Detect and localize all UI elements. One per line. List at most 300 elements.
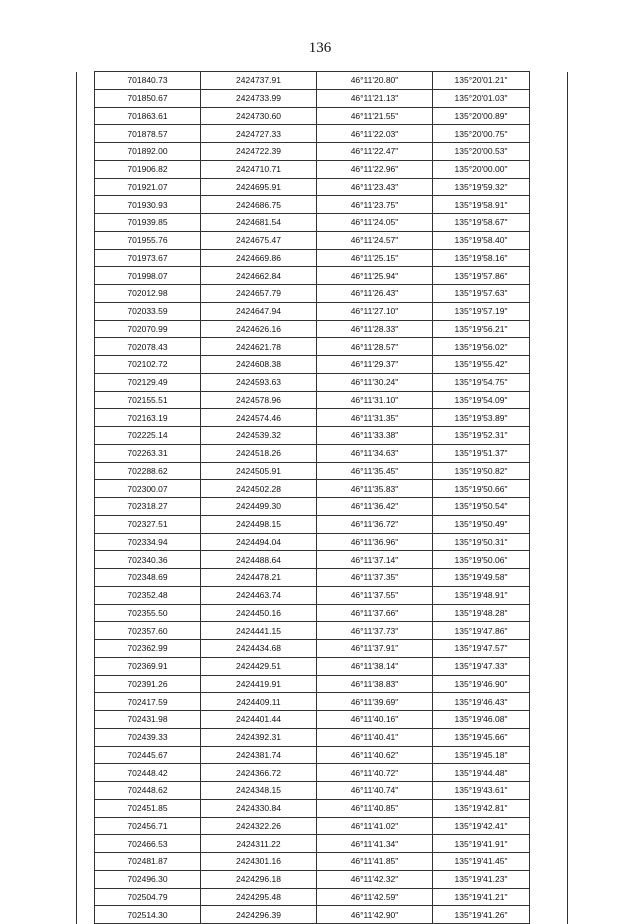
notes-cell xyxy=(530,728,568,746)
longitude-cell: 135°19'41.26" xyxy=(433,906,530,924)
notes-cell xyxy=(530,711,568,729)
table-row xyxy=(77,693,568,711)
longitude-cell: 135°20'01.03" xyxy=(433,89,530,107)
x-coordinate-cell: 702033.59 xyxy=(95,302,201,320)
notes-cell xyxy=(530,462,568,480)
y-coordinate-cell: 2424626.16 xyxy=(201,320,317,338)
longitude-cell: 135°19'54.75" xyxy=(433,373,530,391)
x-coordinate-cell: 702391.26 xyxy=(95,675,201,693)
table-row xyxy=(77,622,568,640)
row-index-cell xyxy=(77,231,95,249)
x-coordinate-cell: 702129.49 xyxy=(95,373,201,391)
table-row xyxy=(77,231,568,249)
longitude-cell: 135°19'46.43" xyxy=(433,693,530,711)
x-coordinate-cell: 702078.43 xyxy=(95,338,201,356)
table-row xyxy=(77,391,568,409)
notes-cell xyxy=(530,498,568,516)
notes-cell xyxy=(530,320,568,338)
table-row xyxy=(77,214,568,232)
longitude-cell: 135°19'42.41" xyxy=(433,817,530,835)
x-coordinate-cell: 702448.62 xyxy=(95,782,201,800)
x-coordinate-cell: 702070.99 xyxy=(95,320,201,338)
table-row xyxy=(77,107,568,125)
latitude-cell: 46°11'36.96" xyxy=(317,533,433,551)
longitude-cell: 135°19'50.66" xyxy=(433,480,530,498)
row-index-cell xyxy=(77,214,95,232)
y-coordinate-cell: 2424621.78 xyxy=(201,338,317,356)
notes-cell xyxy=(530,125,568,143)
coordinates-table xyxy=(76,71,568,924)
row-index-cell xyxy=(77,604,95,622)
x-coordinate-cell: 701840.73 xyxy=(95,72,201,90)
y-coordinate-cell: 2424539.32 xyxy=(201,427,317,445)
y-coordinate-cell: 2424301.16 xyxy=(201,853,317,871)
table-row xyxy=(77,906,568,924)
longitude-cell: 135°19'53.89" xyxy=(433,409,530,427)
notes-cell xyxy=(530,746,568,764)
longitude-cell: 135°19'46.90" xyxy=(433,675,530,693)
y-coordinate-cell: 2424695.91 xyxy=(201,178,317,196)
table-row xyxy=(77,515,568,533)
row-index-cell xyxy=(77,249,95,267)
latitude-cell: 46°11'42.90" xyxy=(317,906,433,924)
table-row xyxy=(77,604,568,622)
notes-cell xyxy=(530,799,568,817)
latitude-cell: 46°11'35.45" xyxy=(317,462,433,480)
latitude-cell: 46°11'36.42" xyxy=(317,498,433,516)
latitude-cell: 46°11'42.32" xyxy=(317,870,433,888)
table-row xyxy=(77,285,568,303)
row-index-cell xyxy=(77,338,95,356)
latitude-cell: 46°11'37.66" xyxy=(317,604,433,622)
latitude-cell: 46°11'40.85" xyxy=(317,799,433,817)
x-coordinate-cell: 702327.51 xyxy=(95,515,201,533)
longitude-cell: 135°19'52.31" xyxy=(433,427,530,445)
x-coordinate-cell: 701850.67 xyxy=(95,89,201,107)
x-coordinate-cell: 702288.62 xyxy=(95,462,201,480)
latitude-cell: 46°11'39.69" xyxy=(317,693,433,711)
y-coordinate-cell: 2424669.86 xyxy=(201,249,317,267)
longitude-cell: 135°19'58.91" xyxy=(433,196,530,214)
latitude-cell: 46°11'37.73" xyxy=(317,622,433,640)
row-index-cell xyxy=(77,640,95,658)
y-coordinate-cell: 2424429.51 xyxy=(201,657,317,675)
x-coordinate-cell: 702456.71 xyxy=(95,817,201,835)
longitude-cell: 135°19'56.02" xyxy=(433,338,530,356)
longitude-cell: 135°19'47.33" xyxy=(433,657,530,675)
x-coordinate-cell: 702481.87 xyxy=(95,853,201,871)
notes-cell xyxy=(530,888,568,906)
notes-cell xyxy=(530,657,568,675)
y-coordinate-cell: 2424657.79 xyxy=(201,285,317,303)
row-index-cell xyxy=(77,480,95,498)
y-coordinate-cell: 2424686.75 xyxy=(201,196,317,214)
y-coordinate-cell: 2424494.04 xyxy=(201,533,317,551)
row-index-cell xyxy=(77,533,95,551)
latitude-cell: 46°11'38.14" xyxy=(317,657,433,675)
longitude-cell: 135°19'48.91" xyxy=(433,586,530,604)
x-coordinate-cell: 702362.99 xyxy=(95,640,201,658)
latitude-cell: 46°11'29.37" xyxy=(317,356,433,374)
y-coordinate-cell: 2424311.22 xyxy=(201,835,317,853)
x-coordinate-cell: 702352.48 xyxy=(95,586,201,604)
row-index-cell xyxy=(77,391,95,409)
latitude-cell: 46°11'22.47" xyxy=(317,143,433,161)
notes-cell xyxy=(530,196,568,214)
latitude-cell: 46°11'22.03" xyxy=(317,125,433,143)
notes-cell xyxy=(530,285,568,303)
row-index-cell xyxy=(77,498,95,516)
row-index-cell xyxy=(77,746,95,764)
notes-cell xyxy=(530,143,568,161)
latitude-cell: 46°11'37.35" xyxy=(317,569,433,587)
row-index-cell xyxy=(77,160,95,178)
notes-cell xyxy=(530,515,568,533)
latitude-cell: 46°11'40.72" xyxy=(317,764,433,782)
x-coordinate-cell: 702504.79 xyxy=(95,888,201,906)
y-coordinate-cell: 2424608.38 xyxy=(201,356,317,374)
notes-cell xyxy=(530,853,568,871)
row-index-cell xyxy=(77,373,95,391)
notes-cell xyxy=(530,178,568,196)
x-coordinate-cell: 702357.60 xyxy=(95,622,201,640)
notes-cell xyxy=(530,569,568,587)
table-row xyxy=(77,853,568,871)
row-index-cell xyxy=(77,675,95,693)
row-index-cell xyxy=(77,888,95,906)
latitude-cell: 46°11'26.43" xyxy=(317,285,433,303)
y-coordinate-cell: 2424518.26 xyxy=(201,444,317,462)
longitude-cell: 135°20'00.00" xyxy=(433,160,530,178)
longitude-cell: 135°19'41.91" xyxy=(433,835,530,853)
latitude-cell: 46°11'37.55" xyxy=(317,586,433,604)
y-coordinate-cell: 2424710.71 xyxy=(201,160,317,178)
row-index-cell xyxy=(77,622,95,640)
row-index-cell xyxy=(77,89,95,107)
row-index-cell xyxy=(77,196,95,214)
notes-cell xyxy=(530,373,568,391)
table-row xyxy=(77,125,568,143)
y-coordinate-cell: 2424295.48 xyxy=(201,888,317,906)
table-row xyxy=(77,427,568,445)
x-coordinate-cell: 701892.00 xyxy=(95,143,201,161)
x-coordinate-cell: 701939.85 xyxy=(95,214,201,232)
y-coordinate-cell: 2424499.30 xyxy=(201,498,317,516)
longitude-cell: 135°19'43.61" xyxy=(433,782,530,800)
y-coordinate-cell: 2424727.33 xyxy=(201,125,317,143)
row-index-cell xyxy=(77,586,95,604)
latitude-cell: 46°11'22.96" xyxy=(317,160,433,178)
notes-cell xyxy=(530,249,568,267)
latitude-cell: 46°11'27.10" xyxy=(317,302,433,320)
table-row xyxy=(77,143,568,161)
y-coordinate-cell: 2424498.15 xyxy=(201,515,317,533)
y-coordinate-cell: 2424730.60 xyxy=(201,107,317,125)
longitude-cell: 135°19'41.23" xyxy=(433,870,530,888)
x-coordinate-cell: 702451.85 xyxy=(95,799,201,817)
table-row xyxy=(77,320,568,338)
latitude-cell: 46°11'24.57" xyxy=(317,231,433,249)
y-coordinate-cell: 2424434.68 xyxy=(201,640,317,658)
notes-cell xyxy=(530,551,568,569)
latitude-cell: 46°11'24.05" xyxy=(317,214,433,232)
latitude-cell: 46°11'40.41" xyxy=(317,728,433,746)
notes-cell xyxy=(530,231,568,249)
y-coordinate-cell: 2424419.91 xyxy=(201,675,317,693)
x-coordinate-cell: 702348.69 xyxy=(95,569,201,587)
notes-cell xyxy=(530,640,568,658)
row-index-cell xyxy=(77,853,95,871)
notes-cell xyxy=(530,533,568,551)
y-coordinate-cell: 2424450.16 xyxy=(201,604,317,622)
table-row xyxy=(77,728,568,746)
latitude-cell: 46°11'33.38" xyxy=(317,427,433,445)
table-row xyxy=(77,817,568,835)
longitude-cell: 135°19'50.06" xyxy=(433,551,530,569)
row-index-cell xyxy=(77,320,95,338)
notes-cell xyxy=(530,107,568,125)
notes-cell xyxy=(530,693,568,711)
table-row xyxy=(77,160,568,178)
latitude-cell: 46°11'23.43" xyxy=(317,178,433,196)
x-coordinate-cell: 702163.19 xyxy=(95,409,201,427)
longitude-cell: 135°19'57.86" xyxy=(433,267,530,285)
row-index-cell xyxy=(77,728,95,746)
table-row xyxy=(77,89,568,107)
table-row xyxy=(77,480,568,498)
x-coordinate-cell: 702263.31 xyxy=(95,444,201,462)
notes-cell xyxy=(530,214,568,232)
x-coordinate-cell: 702102.72 xyxy=(95,356,201,374)
y-coordinate-cell: 2424348.15 xyxy=(201,782,317,800)
latitude-cell: 46°11'31.35" xyxy=(317,409,433,427)
longitude-cell: 135°19'58.67" xyxy=(433,214,530,232)
longitude-cell: 135°19'50.82" xyxy=(433,462,530,480)
latitude-cell: 46°11'21.55" xyxy=(317,107,433,125)
y-coordinate-cell: 2424574.46 xyxy=(201,409,317,427)
y-coordinate-cell: 2424662.84 xyxy=(201,267,317,285)
latitude-cell: 46°11'38.83" xyxy=(317,675,433,693)
x-coordinate-cell: 702466.53 xyxy=(95,835,201,853)
latitude-cell: 46°11'25.94" xyxy=(317,267,433,285)
row-index-cell xyxy=(77,302,95,320)
table-row xyxy=(77,249,568,267)
x-coordinate-cell: 702334.94 xyxy=(95,533,201,551)
notes-cell xyxy=(530,586,568,604)
y-coordinate-cell: 2424733.99 xyxy=(201,89,317,107)
x-coordinate-cell: 701921.07 xyxy=(95,178,201,196)
y-coordinate-cell: 2424322.26 xyxy=(201,817,317,835)
notes-cell xyxy=(530,675,568,693)
y-coordinate-cell: 2424330.84 xyxy=(201,799,317,817)
x-coordinate-cell: 701955.76 xyxy=(95,231,201,249)
latitude-cell: 46°11'34.63" xyxy=(317,444,433,462)
table-row xyxy=(77,444,568,462)
notes-cell xyxy=(530,338,568,356)
latitude-cell: 46°11'23.75" xyxy=(317,196,433,214)
latitude-cell: 46°11'40.16" xyxy=(317,711,433,729)
notes-cell xyxy=(530,764,568,782)
notes-cell xyxy=(530,817,568,835)
table-row xyxy=(77,409,568,427)
row-index-cell xyxy=(77,657,95,675)
longitude-cell: 135°19'47.57" xyxy=(433,640,530,658)
row-index-cell xyxy=(77,569,95,587)
row-index-cell xyxy=(77,462,95,480)
row-index-cell xyxy=(77,764,95,782)
longitude-cell: 135°20'00.75" xyxy=(433,125,530,143)
table-row xyxy=(77,888,568,906)
y-coordinate-cell: 2424296.18 xyxy=(201,870,317,888)
table-row xyxy=(77,640,568,658)
longitude-cell: 135°20'00.53" xyxy=(433,143,530,161)
y-coordinate-cell: 2424478.21 xyxy=(201,569,317,587)
y-coordinate-cell: 2424441.15 xyxy=(201,622,317,640)
latitude-cell: 46°11'31.10" xyxy=(317,391,433,409)
latitude-cell: 46°11'40.74" xyxy=(317,782,433,800)
table-row xyxy=(77,302,568,320)
latitude-cell: 46°11'21.13" xyxy=(317,89,433,107)
table-row xyxy=(77,533,568,551)
y-coordinate-cell: 2424722.39 xyxy=(201,143,317,161)
longitude-cell: 135°19'41.21" xyxy=(433,888,530,906)
x-coordinate-cell: 702514.30 xyxy=(95,906,201,924)
row-index-cell xyxy=(77,782,95,800)
row-index-cell xyxy=(77,427,95,445)
y-coordinate-cell: 2424463.74 xyxy=(201,586,317,604)
y-coordinate-cell: 2424381.74 xyxy=(201,746,317,764)
row-index-cell xyxy=(77,72,95,90)
x-coordinate-cell: 702439.33 xyxy=(95,728,201,746)
longitude-cell: 135°19'45.66" xyxy=(433,728,530,746)
longitude-cell: 135°19'50.31" xyxy=(433,533,530,551)
x-coordinate-cell: 701878.57 xyxy=(95,125,201,143)
y-coordinate-cell: 2424578.96 xyxy=(201,391,317,409)
latitude-cell: 46°11'42.59" xyxy=(317,888,433,906)
table-row xyxy=(77,267,568,285)
row-index-cell xyxy=(77,693,95,711)
y-coordinate-cell: 2424366.72 xyxy=(201,764,317,782)
x-coordinate-cell: 702012.98 xyxy=(95,285,201,303)
row-index-cell xyxy=(77,409,95,427)
longitude-cell: 135°19'48.28" xyxy=(433,604,530,622)
x-coordinate-cell: 702445.67 xyxy=(95,746,201,764)
longitude-cell: 135°19'50.54" xyxy=(433,498,530,516)
x-coordinate-cell: 701906.82 xyxy=(95,160,201,178)
page-number: 136 xyxy=(308,40,332,56)
longitude-cell: 135°19'58.40" xyxy=(433,231,530,249)
notes-cell xyxy=(530,72,568,90)
y-coordinate-cell: 2424675.47 xyxy=(201,231,317,249)
longitude-cell: 135°19'55.42" xyxy=(433,356,530,374)
x-coordinate-cell: 702355.50 xyxy=(95,604,201,622)
x-coordinate-cell: 702417.59 xyxy=(95,693,201,711)
y-coordinate-cell: 2424409.11 xyxy=(201,693,317,711)
notes-cell xyxy=(530,391,568,409)
x-coordinate-cell: 701930.93 xyxy=(95,196,201,214)
y-coordinate-cell: 2424505.91 xyxy=(201,462,317,480)
notes-cell xyxy=(530,835,568,853)
longitude-cell: 135°19'56.21" xyxy=(433,320,530,338)
row-index-cell xyxy=(77,835,95,853)
longitude-cell: 135°19'41.45" xyxy=(433,853,530,871)
y-coordinate-cell: 2424737.91 xyxy=(201,72,317,90)
table-row xyxy=(77,498,568,516)
longitude-cell: 135°20'00.89" xyxy=(433,107,530,125)
latitude-cell: 46°11'41.85" xyxy=(317,853,433,871)
notes-cell xyxy=(530,160,568,178)
x-coordinate-cell: 702318.27 xyxy=(95,498,201,516)
table-row xyxy=(77,711,568,729)
table-row xyxy=(77,870,568,888)
row-index-cell xyxy=(77,711,95,729)
x-coordinate-cell: 702155.51 xyxy=(95,391,201,409)
notes-cell xyxy=(530,267,568,285)
x-coordinate-cell: 702225.14 xyxy=(95,427,201,445)
x-coordinate-cell: 702369.91 xyxy=(95,657,201,675)
table-row xyxy=(77,72,568,90)
notes-cell xyxy=(530,302,568,320)
notes-cell xyxy=(530,444,568,462)
longitude-cell: 135°19'47.86" xyxy=(433,622,530,640)
latitude-cell: 46°11'30.24" xyxy=(317,373,433,391)
row-index-cell xyxy=(77,551,95,569)
x-coordinate-cell: 702340.36 xyxy=(95,551,201,569)
y-coordinate-cell: 2424593.63 xyxy=(201,373,317,391)
row-index-cell xyxy=(77,444,95,462)
row-index-cell xyxy=(77,799,95,817)
latitude-cell: 46°11'37.91" xyxy=(317,640,433,658)
latitude-cell: 46°11'36.72" xyxy=(317,515,433,533)
longitude-cell: 135°19'49.58" xyxy=(433,569,530,587)
row-index-cell xyxy=(77,870,95,888)
x-coordinate-cell: 702300.07 xyxy=(95,480,201,498)
table-row xyxy=(77,764,568,782)
table-row xyxy=(77,373,568,391)
table-row xyxy=(77,586,568,604)
latitude-cell: 46°11'28.57" xyxy=(317,338,433,356)
longitude-cell: 135°19'58.16" xyxy=(433,249,530,267)
y-coordinate-cell: 2424401.44 xyxy=(201,711,317,729)
x-coordinate-cell: 702431.98 xyxy=(95,711,201,729)
x-coordinate-cell: 701863.61 xyxy=(95,107,201,125)
longitude-cell: 135°20'01.21" xyxy=(433,72,530,90)
row-index-cell xyxy=(77,817,95,835)
latitude-cell: 46°11'28.33" xyxy=(317,320,433,338)
longitude-cell: 135°19'59.32" xyxy=(433,178,530,196)
row-index-cell xyxy=(77,285,95,303)
notes-cell xyxy=(530,906,568,924)
longitude-cell: 135°19'57.63" xyxy=(433,285,530,303)
longitude-cell: 135°19'42.81" xyxy=(433,799,530,817)
row-index-cell xyxy=(77,267,95,285)
y-coordinate-cell: 2424392.31 xyxy=(201,728,317,746)
coordinates-table-body xyxy=(77,72,568,924)
notes-cell xyxy=(530,356,568,374)
longitude-cell: 135°19'50.49" xyxy=(433,515,530,533)
longitude-cell: 135°19'46.08" xyxy=(433,711,530,729)
x-coordinate-cell: 701998.07 xyxy=(95,267,201,285)
notes-cell xyxy=(530,89,568,107)
longitude-cell: 135°19'45.18" xyxy=(433,746,530,764)
x-coordinate-cell: 702448.42 xyxy=(95,764,201,782)
row-index-cell xyxy=(77,178,95,196)
table-row xyxy=(77,675,568,693)
row-index-cell xyxy=(77,143,95,161)
table-row xyxy=(77,178,568,196)
y-coordinate-cell: 2424296.39 xyxy=(201,906,317,924)
table-row xyxy=(77,746,568,764)
